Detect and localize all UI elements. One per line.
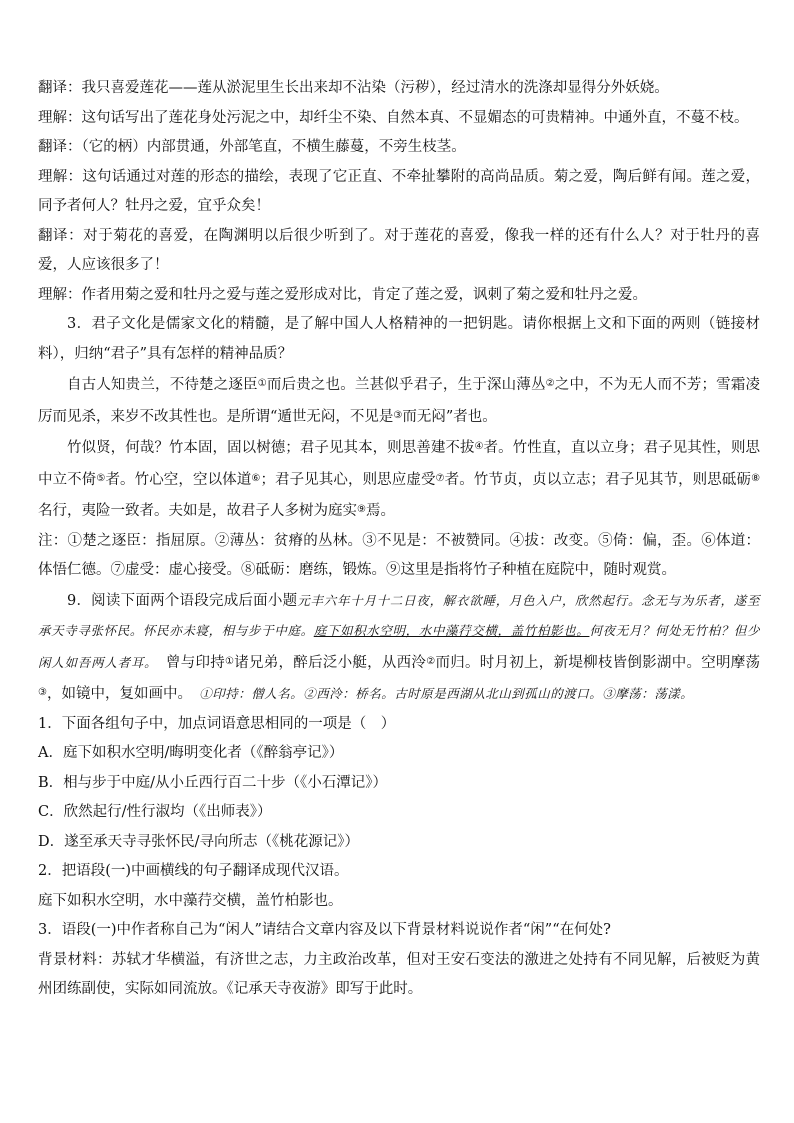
note-marker: ①: [225, 655, 235, 667]
option-a: A．庭下如积水空明/晦明变化者（《醉翁亭记》）: [38, 745, 344, 761]
option-c: C．欣然起行/性行淑均（《出师表》）: [38, 804, 272, 820]
subquestion-2: 2．把语段(一)中画横线的句子翻译成现代汉语。: [38, 863, 349, 879]
passage-two-text: 曾与印持: [151, 654, 225, 671]
note-marker: ④: [474, 441, 484, 452]
note-marker: ⑤: [96, 472, 106, 484]
note-marker: ③: [393, 409, 403, 421]
option-d: D．遂至承天寺寻张怀民/寻向所志（《桃花源记》）: [38, 833, 360, 850]
note-marker: ⑧: [751, 472, 761, 484]
document-page: [38, 74, 760, 1005]
subquestion-3: 3．语段(一)中作者称自己为“闲人”请结合文章内容及以下背景材料说说作者“闲”“在何处?: [38, 922, 611, 938]
note-marker: ③: [38, 687, 47, 698]
passage-one-underlined: 庭下如积水空明，水中藻荇交横，盖竹柏影也。: [313, 623, 590, 638]
option-b: B．相与步于中庭/从小丘西行百二十步（《小石潭记》）: [38, 774, 388, 791]
material-text: 而后贵之也。兰甚似乎君子，生于深山薄丛: [266, 377, 546, 393]
translation-line-1: 翻译：我只喜爱莲花——莲从淤泥里生长出来却不沾染（污秽），经过清水的洗涤却显得分外妖娆。: [38, 80, 669, 96]
material-bamboo: [38, 432, 760, 527]
material-text: 而无闷”者也。: [402, 408, 497, 425]
passage-two-text: 诸兄弟，醉后泛小艇，从西泠: [234, 654, 427, 671]
material-text: 竹似贤，何哉？竹本固，固以树德；君子见其本，则思善建不拔: [67, 440, 475, 456]
translation-line-3: 翻译：对于菊花的喜爱，在陶渊明以后很少听到了。对于莲花的喜爱，像我一样的还有什么人？对于牡丹的喜爱，人应该很多了！: [38, 227, 760, 273]
background-material: 背景材料：苏轼才华横溢，有济世之志，力主政治改革，但对王安石变法的激进之处持有不同见解，后被贬为黄州团练副使，实际如同流放。《记承天寺夜游》即写于此时。: [38, 951, 760, 997]
material-text: 之中，不为无人而不芳；雪霜凌厉而见杀，来岁不改其性也。是所谓“遁世无闷，不见是: [38, 377, 761, 425]
note-marker: ⑨: [357, 504, 366, 515]
note-marker: ②: [545, 378, 555, 389]
note-marker: ⑥: [251, 472, 261, 484]
passage-one-text: 何夜无月？何处无竹柏？但少闲人如吾两人者耳。: [38, 623, 760, 670]
passage-two-text: ，如镜中，复如画中。: [46, 686, 185, 702]
passage-two-notes: ①印持：僧人名。②西泠：桥名。古时原是西湖从北山到孤山的渡口。③摩荡：荡漾。: [199, 686, 694, 701]
material-orchid: [38, 369, 760, 432]
material-text: 自古人知贵兰，不待楚之逐臣: [67, 377, 258, 393]
note-marker: ②: [426, 655, 436, 667]
question-3: 3．君子文化是儒家文化的精髓，是了解中国人人格精神的一把钥匙。请你根据上文和下面的两则（链接材料），归纳“君子”具有怎样的精神品质？: [38, 316, 760, 362]
material-notes: 注：①楚之逐臣：指屈原。②薄丛：贫瘠的丛林。③不见是：不被赞同。④拔：改变。⑤倚：偏，歪。⑥体道：体悟仁德。⑦虚受：虚心接受。⑧砥砺：磨练，锻炼。⑨这里是指将竹子种植在庭院中，随时观赏。: [38, 532, 760, 578]
material-text: 焉。: [365, 503, 395, 519]
material-text: 名行，夷险一致者。夫如是，故君子人多树为庭实: [38, 503, 357, 519]
understanding-line-3: 理解：作者用菊之爱和牡丹之爱与莲之爱形成对比，肯定了莲之爱，讽刺了菊之爱和牡丹之爱。: [38, 286, 647, 303]
note-marker: ①: [257, 378, 267, 389]
translation-line-2: 翻译：（它的柄）内部贯通，外部笔直，不横生藤蔓，不旁生枝茎。: [38, 139, 466, 155]
passage-two-text: 而归。时月初上，新堤柳枝皆倒影湖中。空明摩荡: [435, 654, 761, 671]
passage-one-text: 元丰六年十月十二日夜，解衣欲睡，月色入户，欣然起行。念无与为乐者，遂至承天寺寻张怀民。怀民亦未寝，相与步于中庭。: [38, 592, 760, 638]
material-text: 者。竹性直，直以立身；君子见其性，则思中立不倚: [38, 440, 761, 488]
material-text: 者。竹节贞，贞以立志；君子见其节，则思砥砺: [444, 471, 752, 488]
material-text: ；君子见其心，则思应虚受: [260, 471, 436, 488]
subquestion-1: 1．下面各组句子中，加点词语意思相同的一项是（ ）: [38, 715, 396, 732]
understanding-line-2: 理解：这句话通过对莲的形态的描绘，表现了它正直、不牵扯攀附的高尚品质。菊之爱，陶后鲜有闻。莲之爱，同予者何人？牡丹之爱，宜乎众矣！: [38, 168, 760, 214]
understanding-line-1: 理解：这句话写出了莲花身处污泥之中，却纤尘不染、自然本真、不显媚态的可贵精神。中通外直，不蔓不枝。: [38, 109, 749, 126]
question-9: [38, 586, 760, 710]
subquestion-2-sentence: 庭下如积水空明，水中藻荇交横，盖竹柏影也。: [38, 892, 343, 909]
question-9-heading: 9．阅读下面两个语段完成后面小题: [67, 592, 298, 609]
material-text: 者。竹心空，空以体道: [105, 471, 252, 488]
note-marker: ⑦: [435, 472, 445, 484]
